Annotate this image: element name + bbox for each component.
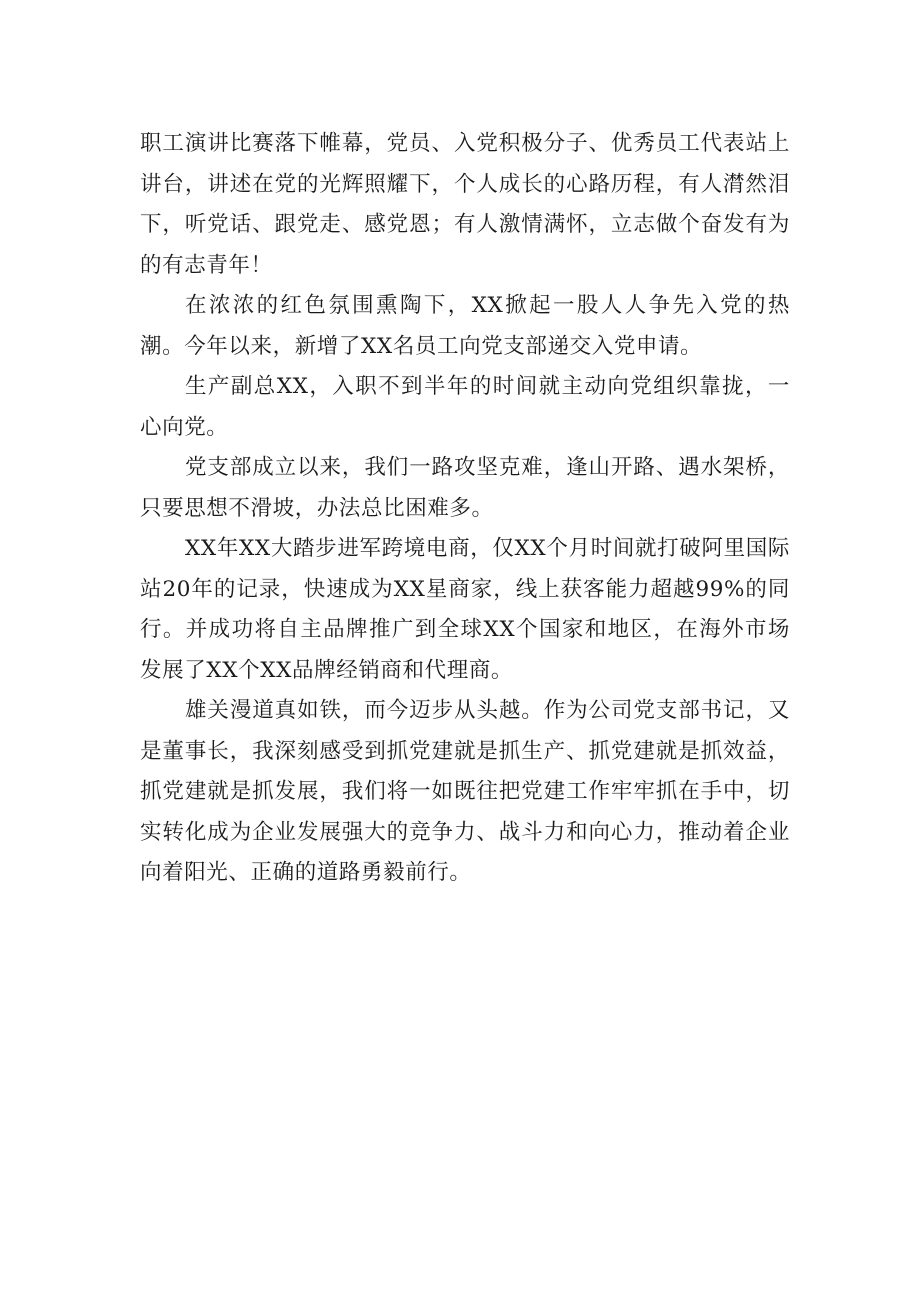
paragraph-continuation: 职工演讲比赛落下帷幕，党员、入党积极分子、优秀员工代表站上讲台，讲述在党的光辉照耀下，个人成长的心路历程，有人潸然泪下，听党话、跟党走、感党恩；有人激情满怀，立志做个奋发有为的有志青年！	[140, 131, 790, 278]
document-body	[140, 124, 790, 894]
paragraph: 在浓浓的红色氛围熏陶下，XX掀起一股人人争先入党的热潮。今年以来，新增了XX名员工向党支部递交入党申请。	[140, 293, 790, 359]
paragraph: 雄关漫道真如铁，而今迈步从头越。作为公司党支部书记，又是董事长，我深刻感受到抓党建就是抓生产、抓党建就是抓效益，抓党建就是抓发展，我们将一如既往把党建工作牢牢抓在手中，切实转化成为企业发展强大的竞争力、战斗力和向心力，推动着企业向着阳光、正确的道路勇毅前行。	[140, 698, 790, 885]
paragraph: 党支部成立以来，我们一路攻坚克难，逢山开路、遇水架桥，只要思想不滑坡，办法总比困难多。	[140, 455, 790, 521]
paragraph: 生产副总XX，入职不到半年的时间就主动向党组织靠拢，一心向党。	[140, 374, 790, 440]
paragraph: XX年XX大踏步进军跨境电商，仅XX个月时间就打破阿里国际站20年的记录，快速成为XX星商家，线上获客能力超越99%的同行。并成功将自主品牌推广到全球XX个国家和地区，在海外市场发展了XX个XX品牌经销商和代理商。	[140, 536, 790, 683]
